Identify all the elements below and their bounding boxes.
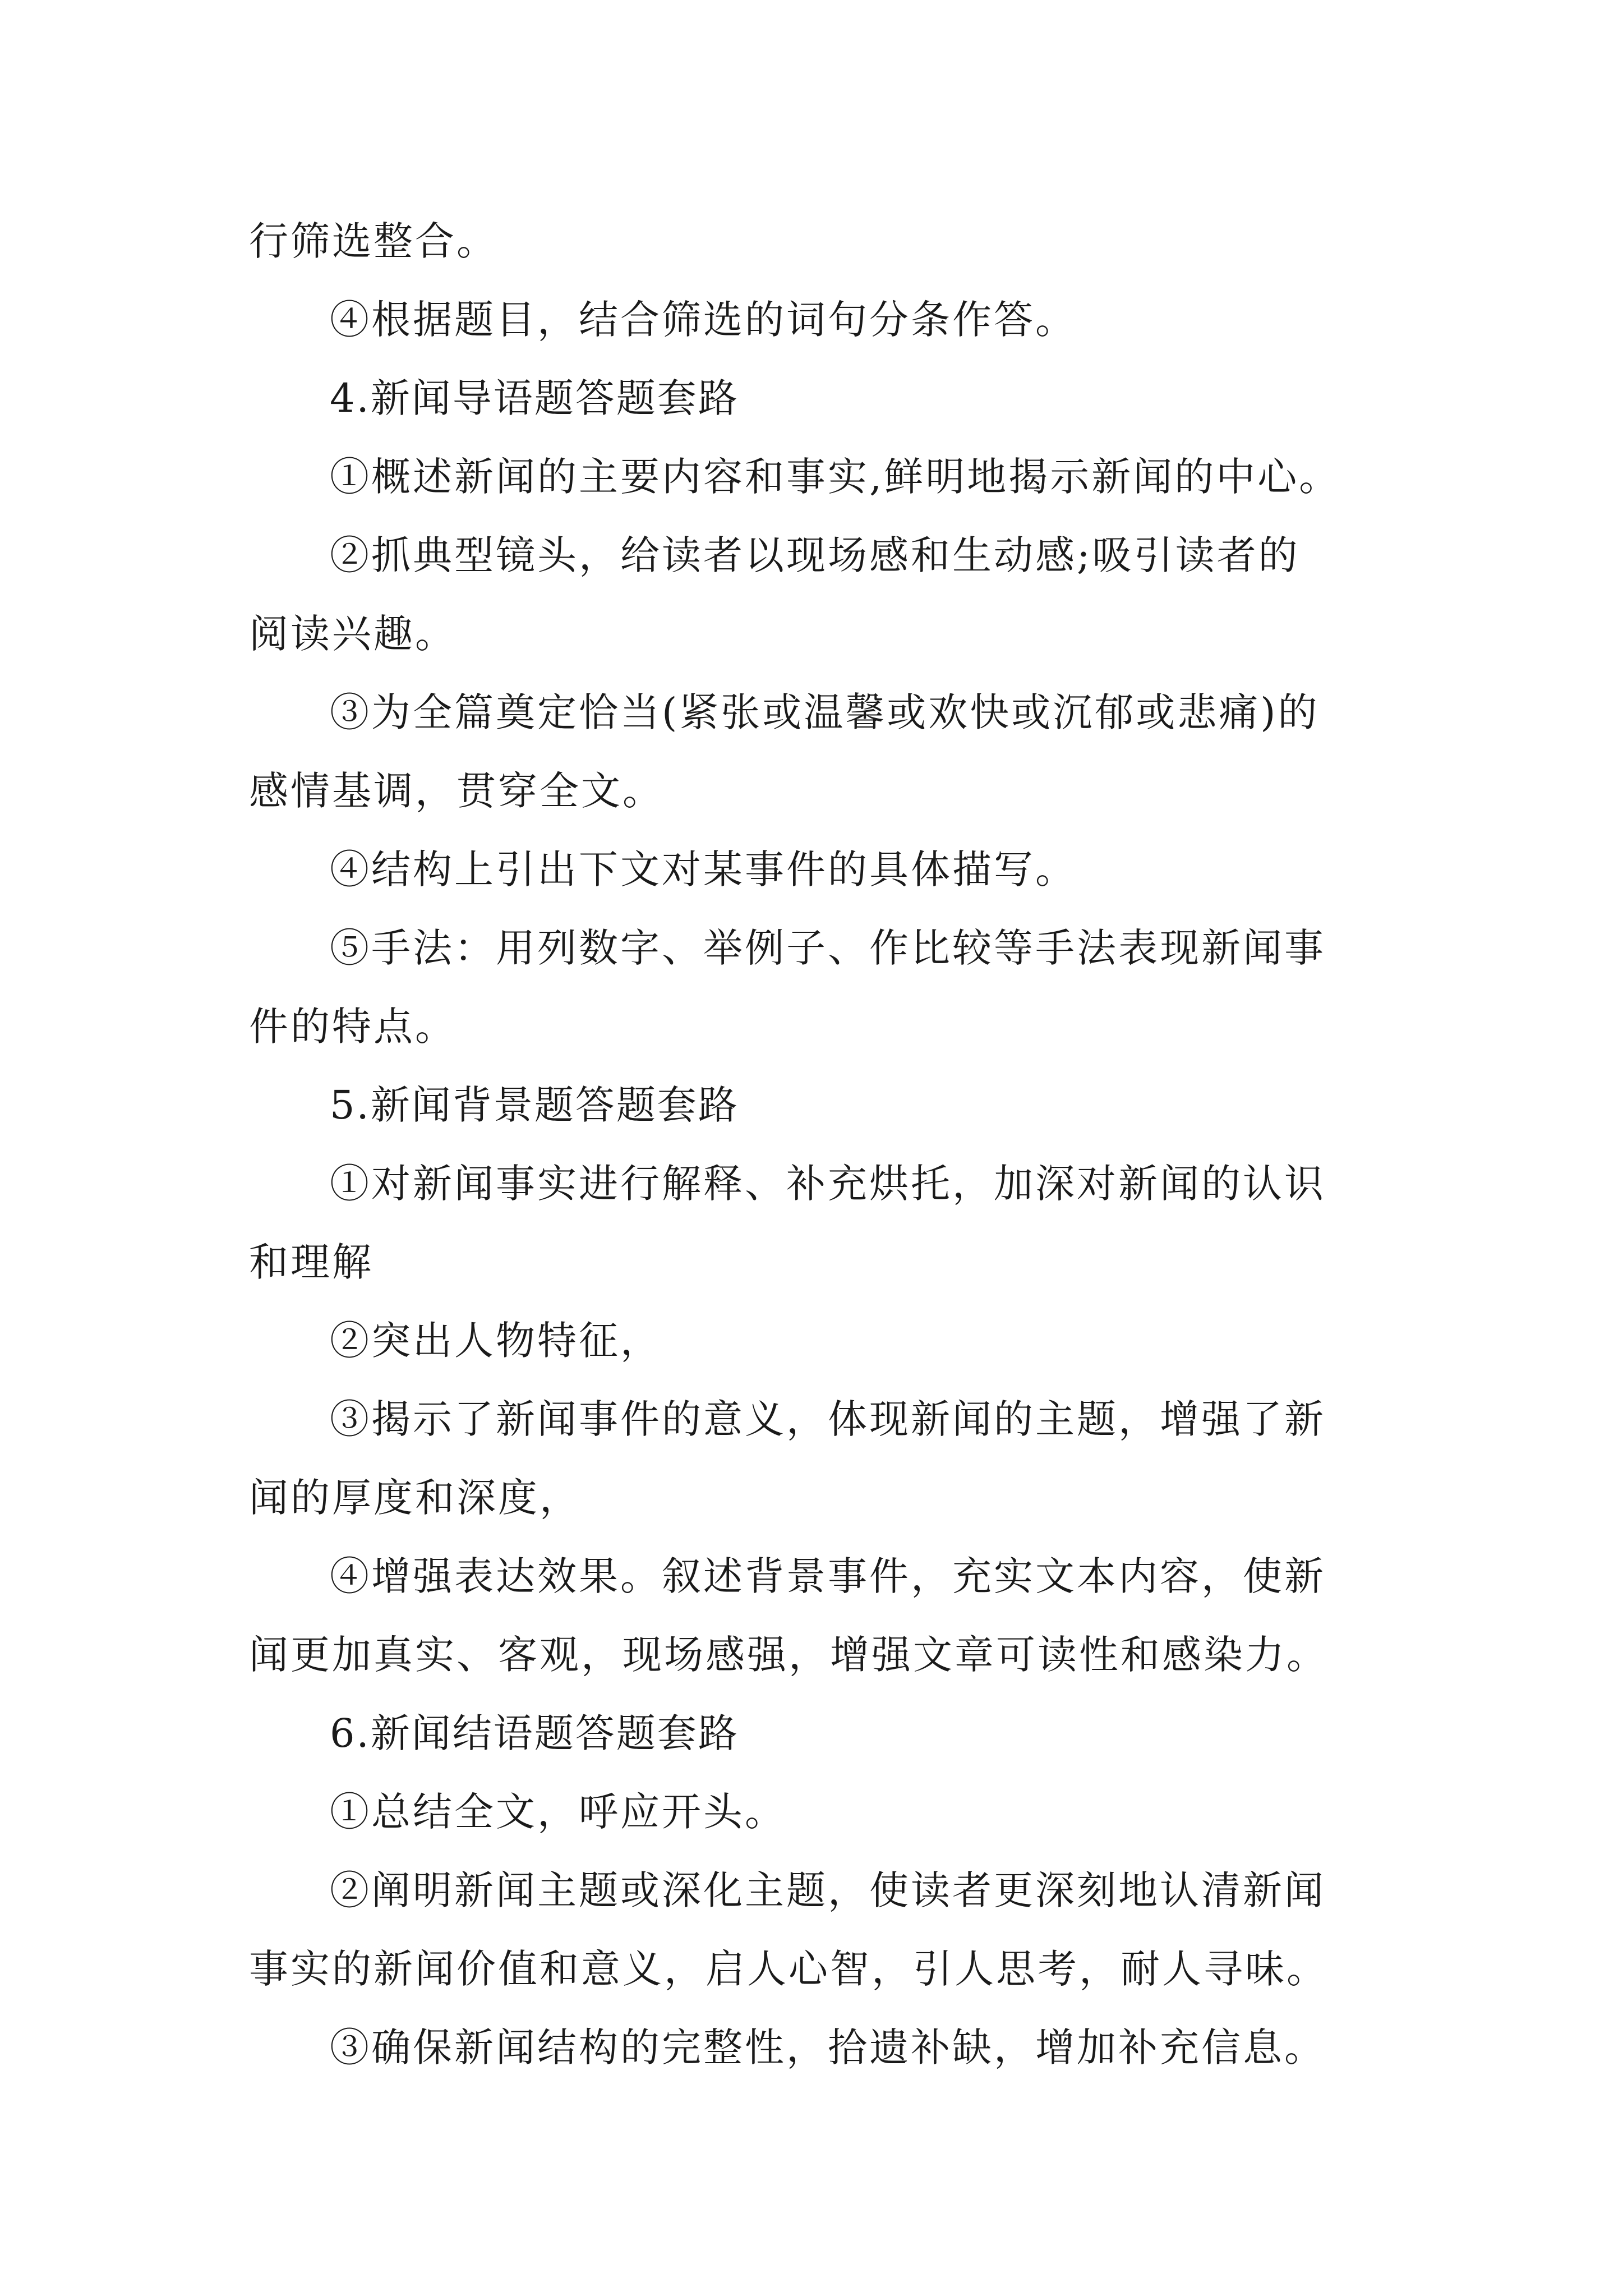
text-line: ①概述新闻的主要内容和事实,鲜明地揭示新闻的中心。 xyxy=(330,454,1341,500)
text-line: ④根据题目，结合筛选的词句分条作答。 xyxy=(330,297,1077,343)
text-line: ③为全篇奠定恰当(紧张或温馨或欢快或沉郁或悲痛)的 xyxy=(330,689,1320,735)
text-line: 行筛选整合。 xyxy=(249,218,498,264)
text-line: ①对新闻事实进行解释、补充烘托，加深对新闻的认识 xyxy=(330,1161,1326,1207)
text-line: ②突出人物特征， xyxy=(330,1318,662,1364)
text-line: 闻更加真实、客观，现场感强，增强文章可读性和感染力。 xyxy=(249,1632,1328,1678)
text-line: ⑤手法：用列数字、举例子、作比较等手法表现新闻事 xyxy=(330,925,1326,971)
text-line: 事实的新闻价值和意义，启人心智，引人思考，耐人寻味。 xyxy=(249,1946,1328,1992)
section-heading: 6.新闻结语题答题套路 xyxy=(330,1710,739,1756)
text-line: 阅读兴趣。 xyxy=(249,611,457,657)
text-line: 件的特点。 xyxy=(249,1004,457,1050)
text-line: ③确保新闻结构的完整性，拾遗补缺，增加补充信息。 xyxy=(330,2024,1326,2070)
text-line: 闻的厚度和深度， xyxy=(249,1475,581,1521)
section-heading: 5.新闻背景题答题套路 xyxy=(330,1082,739,1128)
text-line: 和理解 xyxy=(249,1239,374,1285)
text-line: ①总结全文，呼应开头。 xyxy=(330,1789,786,1835)
text-line: ③揭示了新闻事件的意义，体现新闻的主题，增强了新 xyxy=(330,1396,1326,1442)
text-line: ②抓典型镜头，给读者以现场感和生动感;吸引读者的 xyxy=(330,532,1300,578)
text-line: ④结构上引出下文对某事件的具体描写。 xyxy=(330,846,1077,892)
text-line: 感情基调，贯穿全文。 xyxy=(249,768,664,814)
text-line: ②阐明新闻主题或深化主题，使读者更深刻地认清新闻 xyxy=(330,1867,1326,1913)
section-heading: 4.新闻导语题答题套路 xyxy=(330,375,739,421)
text-line: ④增强表达效果。叙述背景事件，充实文本内容，使新 xyxy=(330,1553,1326,1599)
